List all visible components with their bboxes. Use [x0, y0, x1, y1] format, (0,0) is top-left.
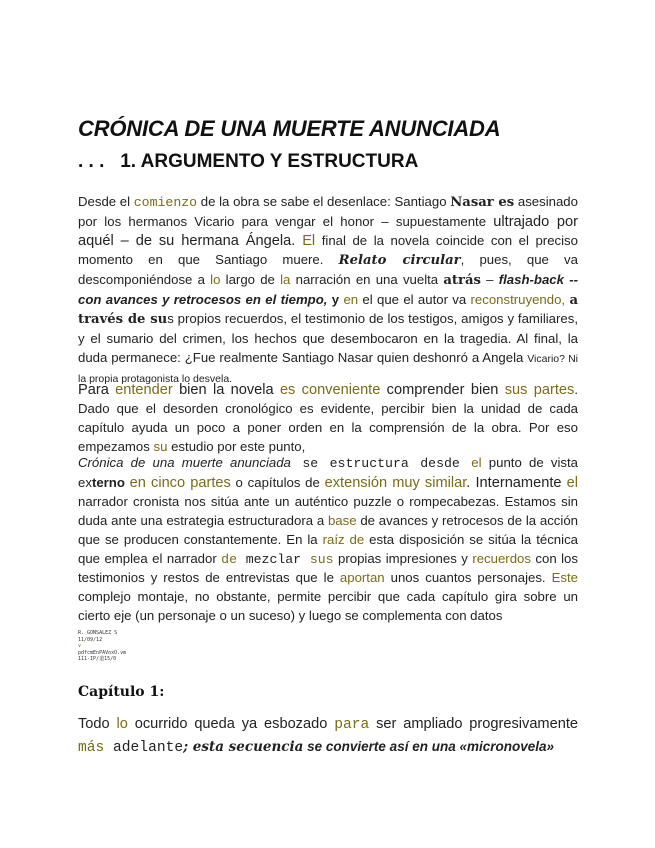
text-run: y [327, 291, 344, 307]
text-run: . Dado que el desorden cronológico es evidente, percibir bien la unidad de cada capítulo ayuda un poco a poner orden en la comprensión de la obra. Por eso empezamos [78, 382, 578, 454]
text-run: Desde el [78, 194, 134, 209]
text-run: comprender bien [380, 382, 505, 398]
text-run: el [471, 455, 482, 470]
small-stamp-text [78, 630, 126, 663]
text-run: Relato circular [338, 252, 461, 268]
text-run: a través de su [78, 292, 578, 328]
text-run: estudio por este punto, [167, 438, 306, 454]
text-run: entender [115, 382, 173, 398]
text-run: sus [309, 551, 334, 567]
text-run: propias impresiones y [333, 550, 473, 566]
text-run: más [78, 740, 105, 756]
text-run: de [221, 551, 237, 567]
text-run: o capítulos de [230, 474, 325, 490]
paragraph-understanding [78, 381, 578, 457]
text-run: terno [91, 474, 125, 490]
text-run: ultrajado por aquél – de su hermana Ángela. [78, 213, 578, 249]
text-run: ocurrido queda ya esbozado [127, 716, 335, 732]
text-run: base [327, 512, 357, 528]
text-run: narrador cronista nos sitúa ante un auténtico puzzle o rompecabezas. Estamos sin duda ante una estrategia estructuradora a [78, 493, 578, 528]
text-run: su [153, 438, 168, 454]
text-run: Crónica de una muerte anunciada [78, 455, 291, 470]
text-run: final de la novela coincide con el preciso momento en que Santiago muere. [78, 232, 578, 267]
text-run: extensión muy similar [324, 474, 467, 491]
text-run: con los testimonios y restos de entrevistas que le [78, 550, 578, 586]
text-run: Vicario? Ni la propia protagonista lo desvela. [78, 353, 579, 386]
text-run: de avances y retrocesos de la acción que se producen constantemente. En la [78, 512, 578, 547]
text-run: adelante [104, 740, 184, 756]
text-run: atrás [443, 272, 481, 288]
text-run: unos cuantos personajes. [384, 570, 552, 586]
text-run: flash-back -- con avances y retrocesos en el tiempo, [78, 271, 578, 307]
text-run: recuerdos [472, 550, 531, 566]
stamp-line: pdfcmEnPAVoxO.vm [78, 649, 127, 656]
text-run: esta disposición se sitúa la técnica que emplea el narrador [78, 531, 578, 566]
document-title: CRÓNICA DE UNA MUERTE ANUNCIADA [78, 116, 501, 141]
text-run: la [280, 271, 291, 287]
text-run: el que el autor va [358, 291, 471, 307]
text-run: ser ampliado progresivamente [369, 716, 578, 732]
text-run: asesinado por los hermanos Vicario para vengar el honor – supuestamente [78, 194, 578, 229]
chapter-heading: Capítulo 1: [78, 684, 165, 700]
text-run: , pues, que va descomponiéndose a [78, 251, 578, 287]
text-run: Todo [78, 716, 117, 732]
text-run: bien la novela [172, 382, 280, 398]
section-heading: . . . 1. ARGUMENTO Y ESTRUCTURA [78, 151, 419, 172]
paragraph-argument [78, 193, 578, 389]
text-run: ; esta secuencia [183, 739, 304, 755]
text-run: lo [210, 271, 221, 287]
text-run: sus partes [504, 382, 575, 398]
text-run: se estructura desde [290, 456, 472, 471]
text-run: de la obra se sabe el desenlace: Santiago [197, 194, 451, 209]
text-run: complejo montaje, no obstante, permite percibir que cada capítulo gira sobre un cierto eje (un personaje o un suceso) y luego se complementa con datos [78, 589, 578, 624]
text-run: Este [551, 570, 578, 586]
stamp-line: 111-IP/道15/0 [78, 656, 117, 662]
text-run: largo de [220, 271, 281, 287]
text-run: para [334, 717, 370, 733]
text-run: El [302, 232, 316, 249]
text-run: raíz de [322, 531, 365, 547]
text-run: s propios recuerdos, el testimonio de los testigos, amigos y familiares, y el sumario del crimen, los hechos que desembocaron en la tragedia. Al final, la duda permanece: ¿Fue realmente Santiago Nasar quien deshonró a Angela [78, 311, 578, 366]
text-run: el [566, 474, 578, 491]
stamp-line: R. GONSALEZ S [78, 630, 118, 636]
text-run: Nasar es [450, 195, 515, 210]
stamp-line: 11/09/12 [78, 636, 103, 643]
text-run: . Internamente [466, 474, 567, 491]
text-run: Para [78, 382, 116, 398]
text-run: mezclar [237, 551, 310, 567]
stamp-line: v [78, 643, 82, 649]
paragraph-structure [78, 454, 578, 626]
text-run: lo [116, 716, 128, 732]
text-run: en [343, 291, 359, 307]
text-run: punto de vista ex [78, 455, 578, 490]
text-run: narración en una vuelta [290, 271, 444, 287]
text-run: comienzo [133, 195, 198, 210]
text-run: en cinco partes [129, 474, 231, 491]
paragraph-chapter-1 [78, 713, 578, 759]
text-run: aportan [339, 570, 385, 586]
text-run: se convierte así en una «micronovela» [303, 739, 555, 754]
text-run: reconstruyendo, [470, 291, 566, 307]
text-run: es conveniente [279, 382, 381, 398]
text-run: – [480, 271, 499, 287]
